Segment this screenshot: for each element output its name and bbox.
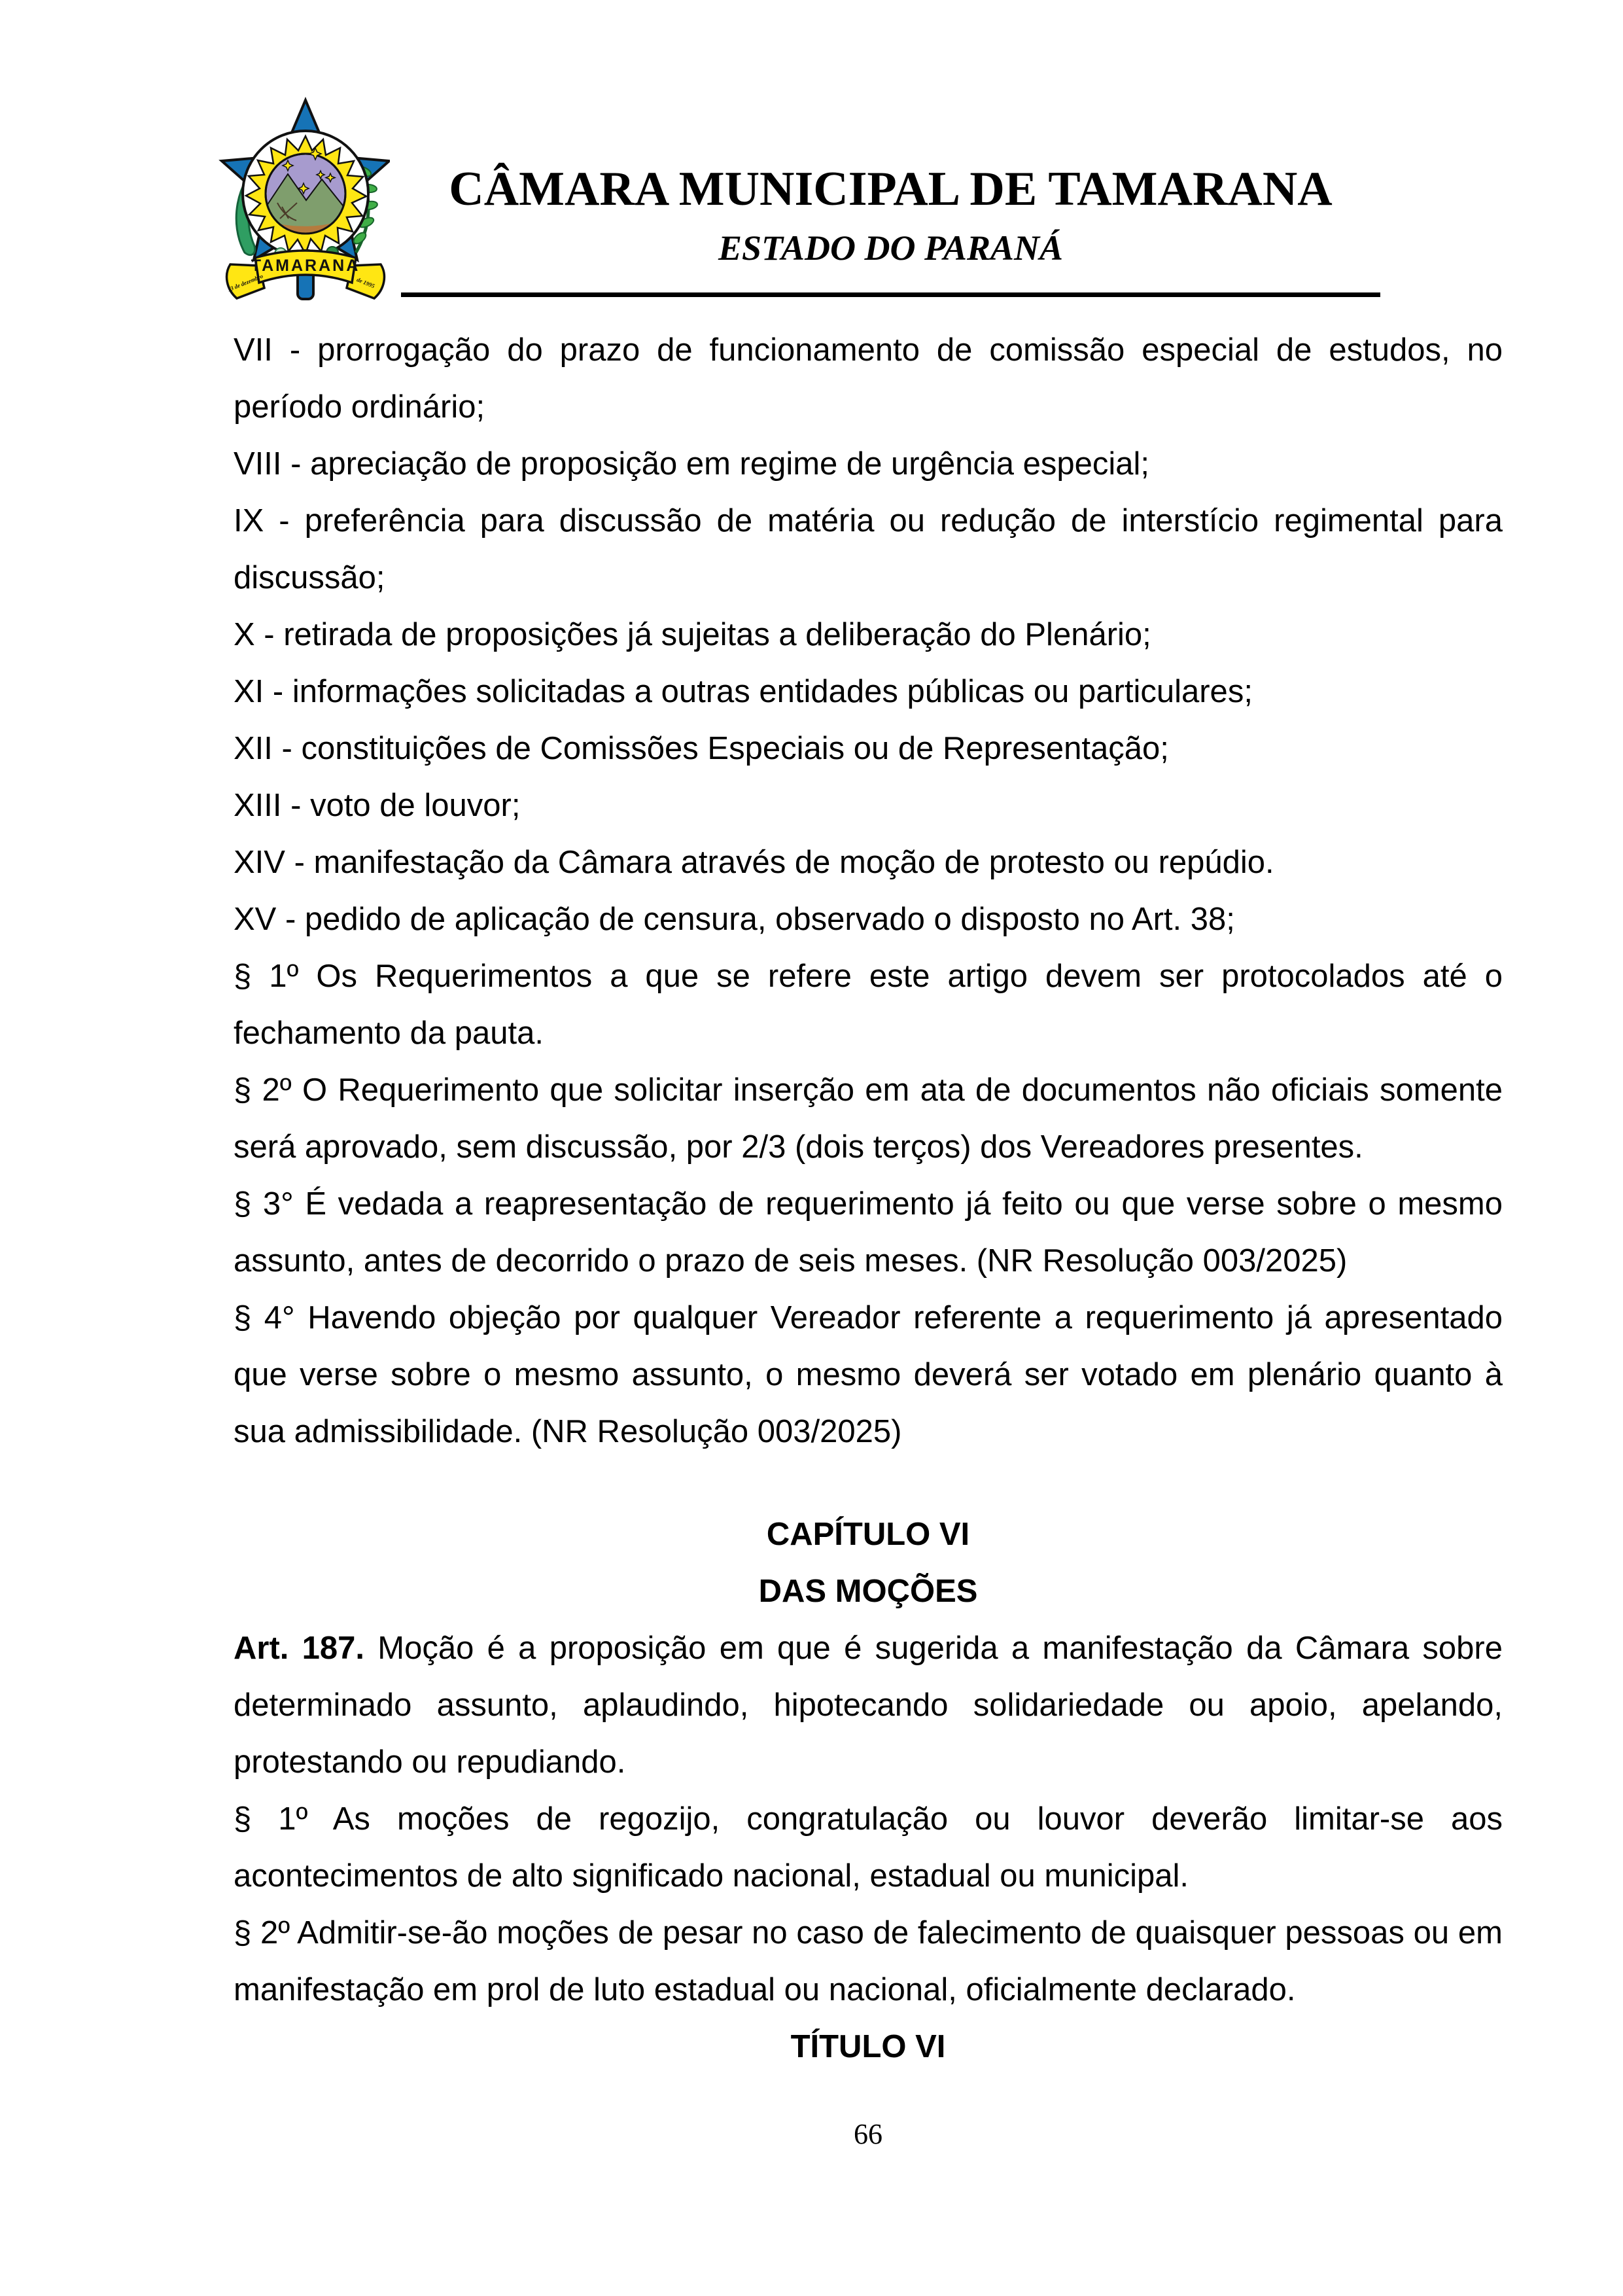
paragraph: XII - constituições de Comissões Especiais ou de Representação;: [234, 731, 1169, 766]
institution-title: CÂMARA MUNICIPAL DE TAMARANA: [449, 162, 1333, 216]
paragraph: XV - pedido de aplicação de censura, observado o disposto no Art. 38;: [234, 902, 1235, 937]
article-text: Moção é a proposição em que é sugerida a manifestação da Câmara sobre determinado assunto, aplaudindo, hipotecando solidariedade ou apoio, apelando, protestando ou repudiando.: [234, 1631, 1503, 1780]
paragraph: X - retirada de proposições já sujeitas a deliberação do Plenário;: [234, 617, 1151, 652]
article-187-subparagraphs: [234, 1791, 1503, 2019]
paragraph: IX - preferência para discussão de matéria ou redução de interstício regimental para discussão;: [234, 503, 1503, 595]
page-number: 66: [854, 2118, 882, 2150]
paragraph: § 1º As moções de regozijo, congratulação ou louvor deverão limitar-se aos acontecimentos de alto significado nacional, estadual ou municipal.: [234, 1801, 1503, 1894]
paragraph: VIII - apreciação de proposição em regime de urgência especial;: [234, 446, 1149, 482]
coat-of-arms-icon: [217, 90, 390, 316]
chapter-number: CAPÍTULO VI: [766, 1517, 970, 1552]
banner-text: TAMARANA: [251, 256, 360, 275]
institution-subtitle: ESTADO DO PARANÁ: [718, 228, 1064, 268]
clauses-list: [234, 322, 1503, 1460]
paragraph: XI - informações solicitadas a outras entidades públicas ou particulares;: [234, 674, 1253, 709]
paragraph: XIII - voto de louvor;: [234, 788, 521, 823]
paragraph: VII - prorrogação do prazo de funcionamento de comissão especial de estudos, no período ordinário;: [234, 332, 1503, 425]
title-heading: TÍTULO VI: [790, 2029, 946, 2064]
article-187-paragraph: [234, 1620, 1503, 1791]
municipal-coat-of-arms-logo: [217, 90, 390, 316]
chapter-title: DAS MOÇÕES: [758, 1574, 978, 1609]
paragraph: § 2º Admitir-se-ão moções de pesar no caso de falecimento de quaisquer pessoas ou em manifestação em prol de luto estadual ou nacional, oficialmente declarado.: [234, 1915, 1503, 2007]
paragraph: XIV - manifestação da Câmara através de moção de protesto ou repúdio.: [234, 845, 1274, 880]
header-divider: [401, 292, 1380, 297]
paragraph: § 3° É vedada a reapresentação de requerimento já feito ou que verse sobre o mesmo assunto, antes de decorrido o prazo de seis meses. (NR Resolução 003/2025): [234, 1186, 1503, 1279]
document-body: [234, 322, 1503, 2075]
paragraph: § 1º Os Requerimentos a que se refere este artigo devem ser protocolados até o fechamento da pauta.: [234, 959, 1503, 1051]
banner-right-text: de 1995: [355, 276, 376, 290]
chapter-heading: [234, 1506, 1503, 1620]
article-label: Art. 187.: [234, 1631, 365, 1666]
banner-left-text: 13 de dezembro: [226, 272, 264, 293]
paragraph: § 2º O Requerimento que solicitar inserção em ata de documentos não oficiais somente será aprovado, sem discussão, por 2/3 (dois terços) dos Vereadores presentes.: [234, 1072, 1503, 1165]
paragraph: § 4° Havendo objeção por qualquer Vereador referente a requerimento já apresentado que verse sobre o mesmo assunto, o mesmo deverá ser votado em plenário quanto à sua admissibilidade. (NR Resolução 003/2025): [234, 1300, 1503, 1449]
